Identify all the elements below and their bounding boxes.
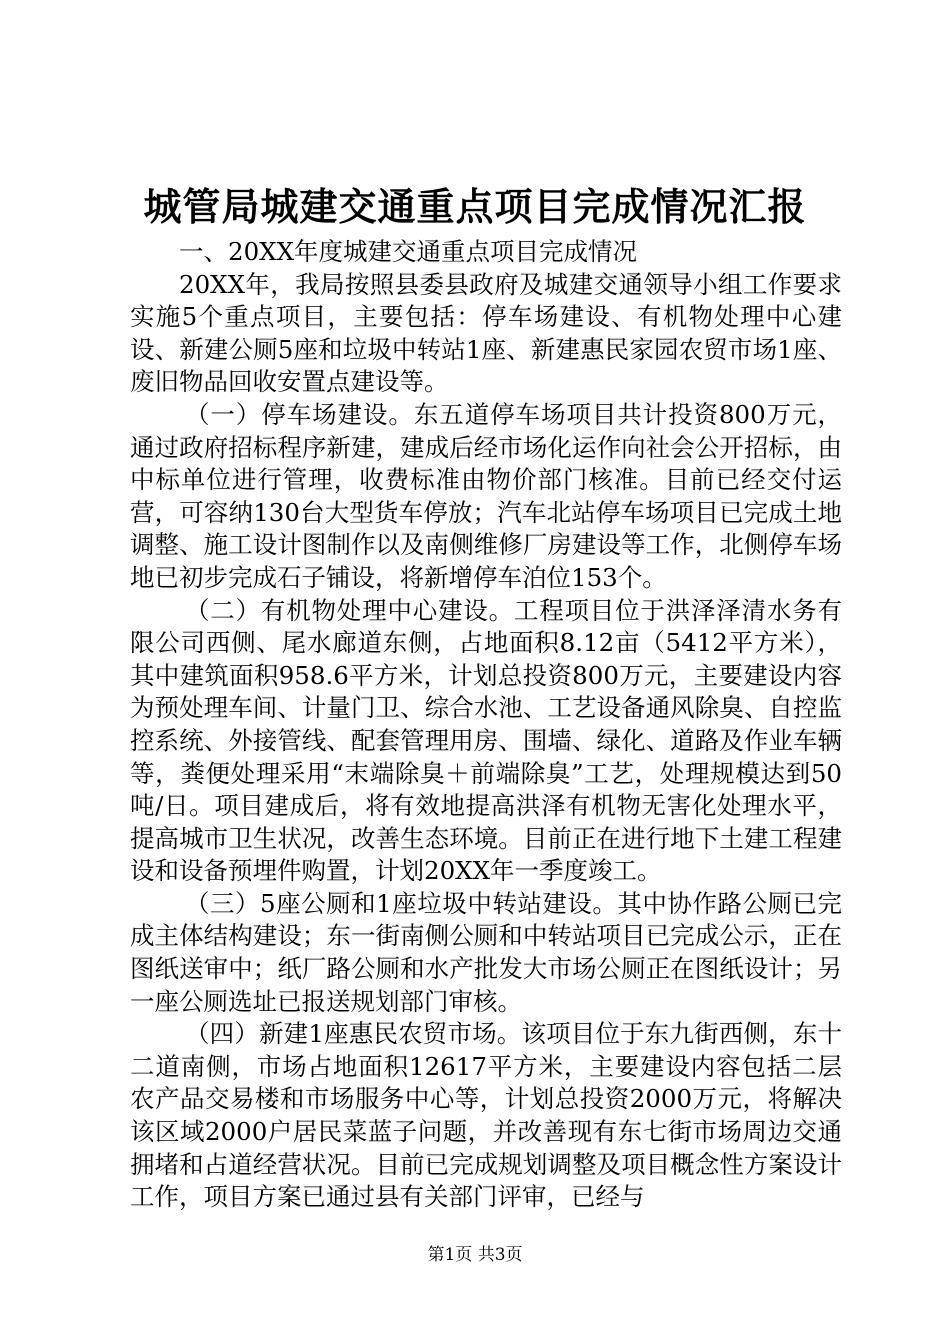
document-title: 城管局城建交通重点项目完成情况汇报	[143, 184, 807, 229]
section-heading: 一、20XX年度城建交通重点项目完成情况	[179, 237, 638, 266]
toilet-transfer-paragraph: （三）5座公厕和1座垃圾中转站建设。其中协作路公厕已完成主体结构建设；东一街南侧公厕和中转站项目已完成公示，正在图纸送审中；纸厂路公厕和水产批发大市场公厕正在图纸设计；另一座公厕选址已报送规划部门审核。	[130, 888, 842, 1016]
parking-paragraph: （一）停车场建设。东五道停车场项目共计投资800万元，通过政府招标程序新建，建成后经市场化运作向社会公开招标，由中标单位进行管理，收费标准由物价部门核准。目前已经交付运营，可容纳130台大型货车停放；汽车北站停车场项目已完成土地调整、施工设计图制作以及南侧维修厂房建设等工作，北侧停车场地已初步完成石子铺设，将新增停车泊位153个。	[130, 399, 842, 592]
page-footer: 第1页 共3页	[427, 1245, 523, 1265]
intro-paragraph: 20XX年，我局按照县委县政府及城建交通领导小组工作要求实施5个重点项目，主要包括：停车场建设、有机物处理中心建设、新建公厕5座和垃圾中转站1座、新建惠民家园农贸市场1座、废旧物品回收安置点建设等。	[130, 269, 842, 397]
document-body	[130, 236, 842, 1214]
organic-center-paragraph: （二）有机物处理中心建设。工程项目位于洪泽泽清水务有限公司西侧、尾水廊道东侧，占地面积8.12亩（5412平方米），其中建筑面积958.6平方米，计划总投资800万元，主要建设内容为预处理车间、计量门卫、综合水池、工艺设备通风除臭、自控监控系统、外接管线、配套管理用房、围墙、绿化、道路及作业车辆等，粪便处理采用“末端除臭＋前端除臭”工艺，处理规模达到50吨/日。项目建成后，将有效地提高洪泽有机物无害化处理水平，提高城市卫生状况，改善生态环境。目前正在进行地下土建工程建设和设备预埋件购置，计划20XX年一季度竣工。	[130, 595, 842, 886]
market-paragraph: （四）新建1座惠民农贸市场。该项目位于东九街西侧，东十二道南侧，市场占地面积12617平方米，主要建设内容包括二层农产品交易楼和市场服务中心等，计划总投资2000万元，将解决该区域2000户居民菜蓝子问题，并改善现有东七街市场周边交通拥堵和占道经营状况。目前已完成规划调整及项目概念性方案设计工作，项目方案已通过县有关部门评审，已经与	[130, 1019, 842, 1212]
